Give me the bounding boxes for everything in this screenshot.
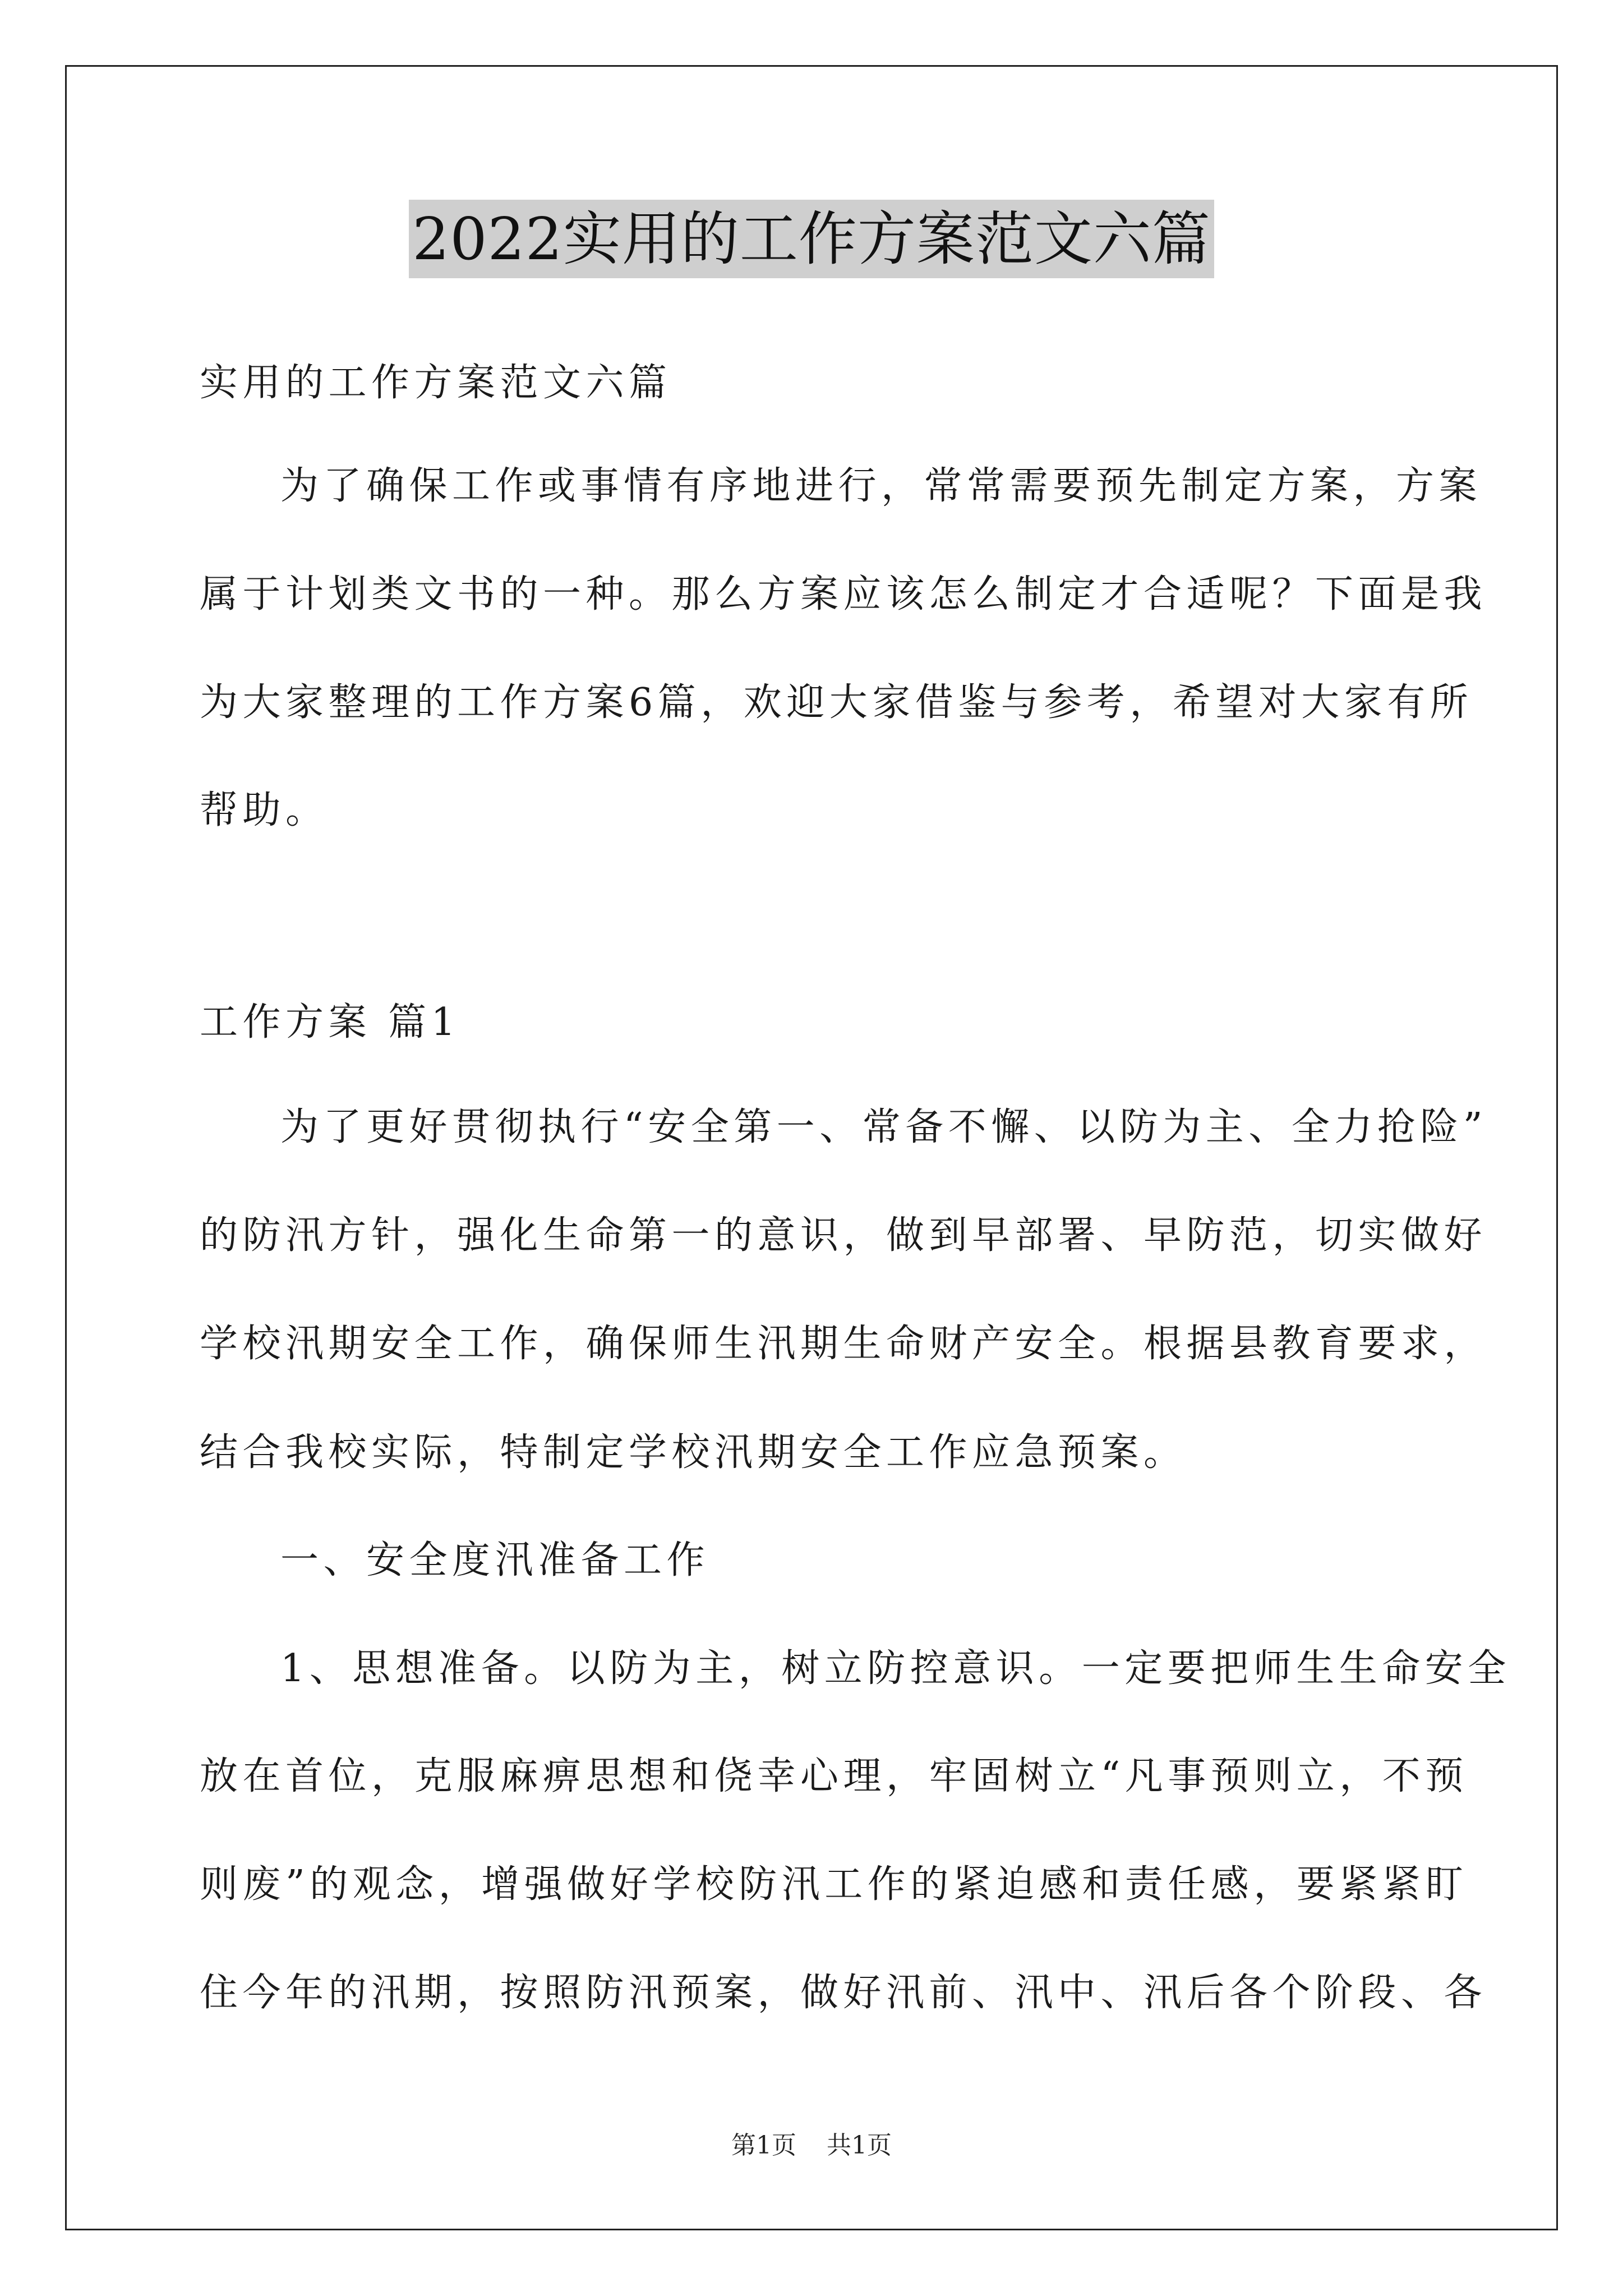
paragraph-line: 帮助。 [200, 788, 329, 832]
paragraph-line: 1、思想准备。以防为主，树立防控意识。一定要把师生生命安全 [280, 1646, 1511, 1691]
paragraph-line: 属于计划类文书的一种。那么方案应该怎么制定才合适呢？下面是我 [200, 572, 1487, 616]
title-wrapper [0, 200, 1623, 278]
paragraph-line: 为大家整理的工作方案6篇，欢迎大家借鉴与参考，希望对大家有所 [200, 680, 1473, 725]
paragraph-line: 为了确保工作或事情有序地进行，常常需要预先制定方案，方案 [280, 464, 1482, 508]
paragraph-line: 则废”的观念，增强做好学校防汛工作的紧迫感和责任感，要紧紧盯 [200, 1862, 1468, 1907]
paragraph-line: 学校汛期安全工作，确保师生汛期生命财产安全。根据县教育要求， [200, 1322, 1487, 1366]
page-number-total: 共1页 [827, 2131, 892, 2160]
paragraph-line: 放在首位，克服麻痹思想和侥幸心理，牢固树立“凡事预则立，不预 [200, 1754, 1468, 1798]
page-number-current: 第1页 [731, 2131, 796, 2160]
subsection-heading: 一、安全度汛准备工作 [280, 1538, 710, 1582]
section-heading: 工作方案 篇1 [200, 1000, 460, 1045]
paragraph-line: 为了更好贯彻执行“安全第一、常备不懈、以防为主、全力抢险” [280, 1105, 1488, 1149]
document-title: 2022实用的工作方案范文六篇 [409, 200, 1214, 278]
subtitle-line: 实用的工作方案范文六篇 [200, 361, 672, 405]
paragraph-line: 的防汛方针，强化生命第一的意识，做到早部署、早防范，切实做好 [200, 1213, 1487, 1258]
paragraph-line: 住今年的汛期，按照防汛预案，做好汛前、汛中、汛后各个阶段、各 [200, 1971, 1487, 2015]
paragraph-line: 结合我校实际，特制定学校汛期安全工作应急预案。 [200, 1430, 1187, 1475]
page-footer [0, 2129, 1623, 2162]
